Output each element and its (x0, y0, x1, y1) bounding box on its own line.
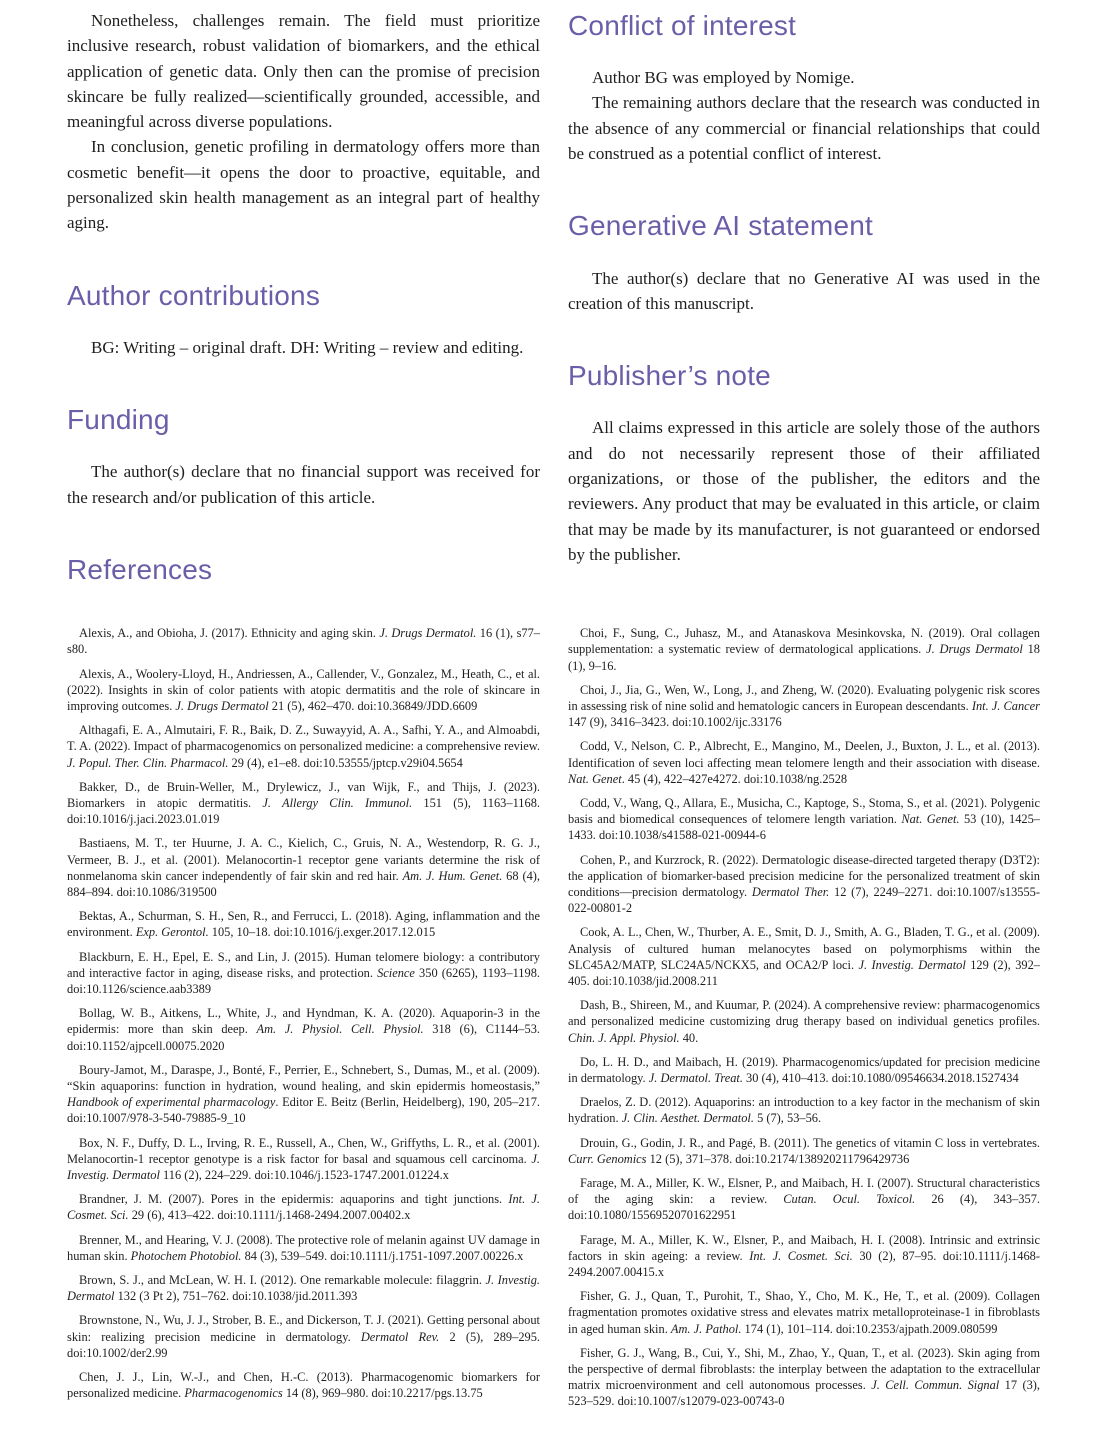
conflict-of-interest-text-1: Author BG was employed by Nomige. (592, 68, 855, 88)
funding-heading: Funding (67, 404, 170, 436)
funding-text: The author(s) declare that no financial support was received for the research and/or publication of this article. (67, 462, 540, 507)
author-contributions-text: BG: Writing – original draft. DH: Writing – review and editing. (91, 337, 524, 357)
reference-entry: Boury-Jamot, M., Daraspe, J., Bonté, F., Perrier, E., Schnebert, S., Dumas, M., et al. (2009). “Skin aquaporins: function in hydration, wound healing, and skin epidermis homeostasis,” Handbook of experimental pharmacology. Editor E. Beitz (Berlin, Heidelberg), 190, 205–217. doi:10.1007/978-3-540-79885-9_10 (67, 1062, 540, 1126)
reference-entry: Alexis, A., and Obioha, J. (2017). Ethnicity and aging skin. J. Drugs Dermatol. 16 (1), s77–s80. (67, 626, 540, 657)
reference-entry: Draelos, Z. D. (2012). Aquaporins: an introduction to a key factor in the mechanism of skin hydration. J. Clin. Aesthet. Dermatol. 5 (7), 53–56. (568, 1095, 1040, 1126)
publishers-note-text: All claims expressed in this article are solely those of the authors and do not necessarily represent those of their affiliated organizations, or those of the publisher, the editors and the reviewers. Any product that may be evaluated in this article, or claim that may be made by its manufacturer, is not guaranteed or endorsed by the publisher. (568, 418, 1040, 564)
reference-entry: Cook, A. L., Chen, W., Thurber, A. E., Smit, D. J., Smith, A. G., Bladen, T. G., et al. (2009). Analysis of cultured human melanocytes based on polymorphisms within the SLC45A2/MATP, SLC24A5/NCKX5, and OCA2/P loci. J. Investig. Dermatol 129 (2), 392–405. doi:10.1038/jid.2008.211 (568, 925, 1040, 988)
reference-entry: Blackburn, E. H., Epel, E. S., and Lin, J. (2015). Human telomere biology: a contributory and interactive factor in aging, disease risks, and protection. Science 350 (6265), 1193–1198. doi:10.1126/science.aab3389 (67, 949, 540, 996)
reference-entry: Cohen, P., and Kurzrock, R. (2022). Dermatologic disease-directed targeted therapy (D3T2): the application of biomarker-based precision medicine for the personalized treatment of skin conditions—precision dermatology. Dermatol Ther. 12 (7), 2249–2271. doi:10.1007/s13555-022-00801-2 (568, 852, 1040, 916)
reference-entry: Brownstone, N., Wu, J. J., Strober, B. E., and Dickerson, T. J. (2021). Getting personal about skin: realizing precision medicine in dermatology. Dermatol Rev. 2 (5), 289–295. doi:10.1002/der2.99 (67, 1313, 541, 1360)
reference-entry: Brown, S. J., and McLean, W. H. I. (2012). One remarkable molecule: filaggrin. J. Investig. Dermatol 132 (3 Pt 2), 751–762. doi:10.1038/jid.2011.393 (67, 1273, 541, 1304)
top-two-column-area (67, 8, 1040, 609)
references-heading: References (67, 553, 213, 585)
generative-ai-text: The author(s) declare that no Generative AI was used in the creation of this manuscript. (568, 268, 1040, 313)
author-contributions-heading: Author contributions (67, 279, 321, 311)
references-column-left (67, 625, 540, 1409)
reference-entry: Box, N. F., Duffy, D. L., Irving, R. E., Russell, A., Chen, W., Griffyths, L. R., et al. (2001). Melanocortin-1 receptor genotype is a risk factor for basal and squamous cell carcinoma. J. Investig. Dermatol 116 (2), 224–229. doi:10.1046/j.1523-1747.2001.01224.x (67, 1135, 540, 1183)
reference-entry: Do, L. H. D., and Maibach, H. (2019). Pharmacogenomics/updated for precision medicine in dermatology. J. Dermatol. Treat. 30 (4), 410–413. doi:10.1080/09546634.2018.1527434 (568, 1054, 1040, 1085)
generative-ai-heading: Generative AI statement (568, 210, 873, 242)
reference-entry: Bakker, D., de Bruin-Weller, M., Drylewicz, J., van Wijk, F., and Thijs, J. (2023). Biomarkers in atopic dermatitis. J. Allergy Clin. Immunol. 151 (5), 1163–1168. doi:10.1016/j.jaci.2023.01.019 (67, 779, 540, 827)
reference-entry: Codd, V., Nelson, C. P., Albrecht, E., Mangino, M., Deelen, J., Buxton, J. L., et al. (2013). Identification of seven loci affecting mean telomere length and their association with disease. Nat. Genet. 45 (4), 422–427e4272. doi:10.1038/ng.2528 (568, 739, 1040, 786)
reference-entry: Choi, J., Jia, G., Wen, W., Long, J., and Zheng, W. (2020). Evaluating polygenic risk scores in assessing risk of nine solid and hematologic cancers in European descendants. Int. J. Cancer 147 (9), 3416–3423. doi:10.1002/ijc.33176 (568, 682, 1040, 730)
reference-entry: Brenner, M., and Hearing, V. J. (2008). The protective role of melanin against UV damage in human skin. Photochem Photobiol. 84 (3), 539–549. doi:10.1111/j.1751-1097.2007.00226.x (67, 1232, 540, 1263)
left-column (67, 8, 540, 609)
reference-entry: Codd, V., Wang, Q., Allara, E., Musicha, C., Kaptoge, S., Stoma, S., et al. (2021). Polygenic basis and biomedical consequences of telomere length variation. Nat. Genet. 53 (10), 1425–1433. doi:10.1038/s41588-021-00944-6 (568, 795, 1041, 843)
reference-entry: Chen, J. J., Lin, W.-J., and Chen, H.-C. (2013). Pharmacogenomic biomarkers for personalized medicine. Pharmacogenomics 14 (8), 969–980. doi:10.2217/pgs.13.75 (67, 1370, 540, 1401)
reference-entry: Brandner, J. M. (2007). Pores in the epidermis: aquaporins and tight junctions. Int. J. Cosmet. Sci. 29 (6), 413–422. doi:10.1111/j.1468-2494.2007.00402.x (67, 1192, 540, 1223)
reference-entry: Dash, B., Shireen, M., and Kuumar, P. (2024). A comprehensive review: pharmacogenomics and personalized medicine customizing drug therapy based on individual genetics profiles. Chin. J. Appl. Physiol. 40. (568, 998, 1040, 1045)
conflict-of-interest-heading: Conflict of interest (568, 10, 797, 41)
reference-entry: Drouin, G., Godin, J. R., and Pagé, B. (2011). The genetics of vitamin C loss in vertebrates. Curr. Genomics 12 (5), 371–378. doi:10.2174/138920211796429736 (568, 1135, 1040, 1166)
conflict-of-interest-text-2: The remaining authors declare that the research was conducted in the absence of any commercial or financial relationships that could be construed as a potential conflict of interest. (568, 93, 1040, 164)
right-column (568, 8, 1040, 567)
reference-entry: Farage, M. A., Miller, K. W., Elsner, P., and Maibach, H. I. (2008). Intrinsic and extrinsic factors in skin ageing: a review. Int. J. Cosmet. Sci. 30 (2), 87–95. doi:10.1111/j.1468-2494.2007.00415.x (568, 1232, 1040, 1280)
reference-entry: Alexis, A., Woolery-Lloyd, H., Andriessen, A., Callender, V., Gonzalez, M., Heath, C., et al. (2022). Insights in skin of color patients with atopic dermatitis and the role of skincare in improving outcomes. J. Drugs Dermatol 21 (5), 462–470. doi:10.36849/JDD.6609 (67, 666, 540, 713)
reference-entry: Farage, M. A., Miller, K. W., Elsner, P., and Maibach, H. I. (2007). Structural characteristics of the aging skin: a review. Cutan. Ocul. Toxicol. 26 (4), 343–357. doi:10.1080/15569520701622951 (568, 1176, 1040, 1223)
reference-entry: Fisher, G. J., Wang, B., Cui, Y., Shi, M., Zhao, Y., Quan, T., et al. (2023). Skin aging from the perspective of dermal fibroblasts: the interplay between the adaptation to the extracellular matrix microenvironment and cell autonomous processes. J. Cell. Commun. Signal 17 (3), 523–529. doi:10.1007/s12079-023-00743-0 (568, 1345, 1040, 1409)
reference-entry: Bollag, W. B., Aitkens, L., White, J., and Hyndman, K. A. (2020). Aquaporin-3 in the epidermis: more than skin deep. Am. J. Physiol. Cell. Physiol. 318 (6), C1144–53. doi:10.1152/ajpcell.00075.2020 (67, 1006, 540, 1053)
reference-entry: Bektas, A., Schurman, S. H., Sen, R., and Ferrucci, L. (2018). Aging, inflammation and the environment. Exp. Gerontol. 105, 10–18. doi:10.1016/j.exger.2017.12.015 (67, 909, 540, 940)
reference-entry: Althagafi, E. A., Almutairi, F. R., Baik, D. Z., Suwayyid, A. A., Safhi, Y. A., and Almoabdi, T. A. (2022). Impact of pharmacogenomics on personalized medicine: a comprehensive review. J. Popul. Ther. Clin. Pharmacol. 29 (4), e1–e8. doi:10.53555/jptcp.v29i04.5654 (67, 723, 540, 770)
references-column-right (568, 625, 1040, 1418)
reference-entry: Choi, F., Sung, C., Juhasz, M., and Atanaskova Mesinkovska, N. (2019). Oral collagen supplementation: a systematic review of dermatological applications. J. Drugs Dermatol 18 (1), 9–16. (568, 626, 1040, 673)
reference-entry: Bastiaens, M. T., ter Huurne, J. A. C., Kielich, C., Gruis, N. A., Westendorp, R. G. J., Vermeer, B. J., et al. (2001). Melanocortin-1 receptor gene variants determine the risk of nonmelanoma skin cancer independently of fair skin and red hair. Am. J. Hum. Genet. 68 (4), 884–894. doi:10.1086/319500 (67, 836, 540, 899)
conclusion-paragraph-2: In conclusion, genetic profiling in dermatology offers more than cosmetic benefit—it opens the door to proactive, equitable, and personalized skin health management as an integral part of healthy aging. (67, 137, 540, 233)
reference-entry: Fisher, G. J., Quan, T., Purohit, T., Shao, Y., Cho, M. K., He, T., et al. (2009). Collagen fragmentation promotes oxidative stress and elevates matrix metalloproteinase-1 in fibroblasts in aged human skin. Am. J. Pathol. 174 (1), 101–114. doi:10.2353/ajpath.2009.080599 (568, 1289, 1040, 1336)
publishers-note-heading: Publisher’s note (568, 360, 771, 392)
conclusion-paragraph-1: Nonetheless, challenges remain. The field must prioritize inclusive research, robust validation of biomarkers, and the ethical application of genetic data. Only then can the promise of precision skincare be fully realized—scientifically grounded, accessible, and meaningful across diverse populations. (67, 11, 540, 132)
references-section (67, 609, 1040, 1418)
